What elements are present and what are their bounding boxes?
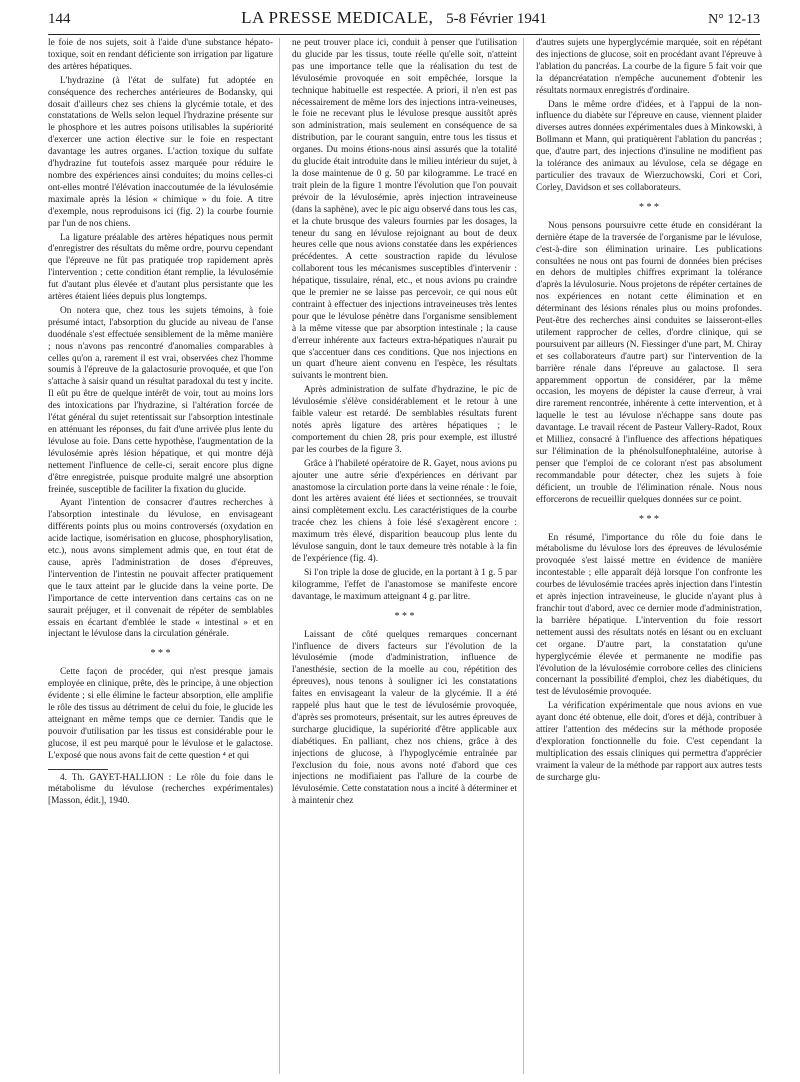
journal-title-line <box>108 8 680 28</box>
paragraph: L'hydrazine (à l'état de sulfate) fut adoptée en conséquence des recherches antérieures de Bodansky, qui dosait d'ailleurs chez ses chiens la glycémie totale, et des constatations de Wells selon lequel l'hydrazine présente sur le phosphore et les autres poisons utilisables la supériorité d'exercer une action élective sur le foie en respectant davantage les autres organes. L'action toxique du sulfate d'hydrazine fut toutefois assez marquée pour réduire le nombre des expériences ainsi conduites; du moins celles-ci ont-elles montré l'élévation inaccoutumée de la lévulosémie maximale après la lésion « chimique » du foie. A titre d'exemple, nous reproduisons ici (fig. 2) la courbe fournie par l'un de nos chiens. <box>48 75 273 229</box>
issue-date: 5-8 Février 1941 <box>446 11 547 27</box>
paragraph: La vérification expérimentale que nous avions en vue ayant donc été obtenue, elle doit, d'ores et déjà, contribuer à attirer l'attention des médecins sur la méthode proposée d'exploration fonctionnelle du foie. C'est cependant la multiplication des essais cliniques qui permettra d'apprécier vraiment la valeur de la méthode par rapport aux autres tests de surcharge glu- <box>536 701 762 783</box>
section-asterism: * * * <box>394 610 415 622</box>
column-right <box>536 38 768 1074</box>
paragraph: Cette façon de procéder, qui n'est presque jamais employée en clinique, prête, dès le principe, à une objection évidente ; si elle élimine le facteur absorption, elle amplifie le rôle des tissus au détriment de celui du foie, le glucide les atteignant en même temps que ce dernier. Tandis que le pouvoir d'utilisation par les tissus est considérable pour le glucose, il est peu marqué pour le lévulose et le galactose. L'exposé que nous avons fait de cette question ⁴ et qui <box>48 667 273 761</box>
paragraph: Nous pensons poursuivre cette étude en considérant la dernière étape de la traversée de l'organisme par le lévulose, c'est-à-dire son élimination urinaire. Les publications consultées ne nous ont pas fourni de données bien précises en dehors de multiples chiffres exprimant la tolérance d'après la lévulosurie. Nous projetons de répéter certaines de nos expériences en notant cette élimination et en déterminant des lésions rénales plus ou moins profondes. Peut-être des recherches ainsi conduites se laisseront-elles utilement rapprocher de celles, d'ordre clinique, qui se poursuivent par ailleurs (N. Fiessinger d'une part, M. Chiray et ses collaborateurs d'autre part) sur l'intervention de la barrière rénale dans l'épreuve au galactose. Il sera apparemment opportun de considérer, par la même occasion, les moyens de dépister la cause d'erreur, à vrai dire rarement rencontrée, inhérente à cette intervention, et à laquelle le test au lévulose n'échappe sans doute pas davantage. Le travail récent de Pasteur Vallery-Radot, Roux et Milliez, consacré à l'influence des affections hépatiques sur l'élimination de la phénolsulfonephtaléine, autorise à penser que l'emploi de ce colorant n'est pas absolument recommandable pour détecter, chez les sujets à foie déficient, un trouble de l'élimination rénale. Nous nous efforcerons de recueillir quelques données sur ce point. <box>536 220 762 505</box>
page-number: 144 <box>48 11 71 27</box>
paragraph: Après administration de sulfate d'hydrazine, le pic de lévulosémie s'élève considérablement et le retour à une faible valeur est retardé. De semblables résultats furent notés après ligature des artères hépatiques ; le comportement du chien 28, pris pour exemple, est illustré par les courbes de la figure 3. <box>292 385 517 455</box>
paragraph: Laissant de côté quelques remarques concernant l'influence de divers facteurs sur l'évolution de la lévulosémie (mode d'administration, influence de l'anesthésie, section de la moelle au cou, répétition des épreuves), nous tenons à souligner ici les constatations faites en envisageant la valeur de la glycémie. Il a été rappelé plus haut que le test de lévulosémie provoquée, d'après ses promoteurs, présentait, sur les autres épreuves de surcharge glucidique, la supériorité d'être applicable aux diabétiques. En palliant, chez nos chiens, grâce à des injections de glucose, à l'hypoglycémie entraînée par l'exclusion du foie, nous avons noté d'abord que ces injections ne modifiaient pas l'allure de la courbe de lévulosémie. Cette constatation nous a incité à déterminer et à maintenir chez <box>292 629 517 807</box>
paragraph: Ayant l'intention de consacrer d'autres recherches à l'absorption intestinale du lévulose, en envisageant différents points plus ou moins controversés (oxydation en acide lactique, isomérisation en glucose, phosphorylisation, etc.), nous avons simplement admis que, en tout état de cause, après l'administration de doses d'épreuves, l'intervention de l'intestin ne pouvait affecter pratiquement que le taux atteint par le glucide dans la veine porte. De l'importance de cette intervention dans certains cas on ne saurait préjuger, et il convenait de répéter de semblables essais en écartant d'emblée le stade « intestinal » et en injectant le lévulose dans la circulation générale. <box>48 498 273 640</box>
journal-name: LA PRESSE MEDICALE, <box>241 8 434 27</box>
footnote-divider <box>48 769 108 770</box>
paragraph: La ligature préalable des artères hépatiques nous permit d'enregistrer des résultats du même ordre, pourvu cependant que l'épreuve ne fût pas pratiquée trop rapidement après l'intervention ; cette condition étant remplie, la lévulosémie fut d'autant plus élevée et d'autant plus persistante que les artères étaient liées depuis plus longtemps. <box>48 232 273 303</box>
paragraph: ne peut trouver place ici, conduit à penser que l'utilisation du glucide par les tissus, toute réelle qu'elle soit, n'atteint pas une importance telle que la réalisation du test de lévulosémie provoquée en soit empêchée, lorsque la technique habituelle est respectée. A priori, il n'en est pas nécessairement de même lors des injections intra-veineuses, le foie ne recevant plus le lévulose presque aussitôt après son administration, mais seulement en conséquence de sa distribution, par le courant sanguin, entre tous les tissus et organes. Du moins étions-nous ainsi assurés que la totalité du glucide était introduite dans le milieu intérieur du sujet, à la dose maintenue de 0 g. 50 par kilogramme. Le tracé en trait plein de la figure 1 montre l'évolution que l'on pouvait prévoir de la lévulosémie, après injection intraveineuse (dans la saphène), avec le pic aigu observé dans tous les cas, et la chute brusque des valeurs fournies par les dosages, la teneur du sang en lévulose rejoignant au bout de deux heures celle que nous avions constatée dans les expériences précédentes. A cette soustraction rapide du lévulose collaborent tous les mécanismes susceptibles d'intervenir : hépatique, tissulaire, rénal, etc., et nous avions pu craindre que le premier ne se laisse pas percevoir, ce qui nous eût contraint à effectuer des injections intraveineuses très lentes pour que le lévulose pénètre dans l'organisme sensiblement à la même vitesse que par absorption intestinale ; la cause d'erreur inhérente aux facteurs extra-hépatiques n'aurait pu que s'accentuer dans ces conditions. Que nos injections en un quart d'heure aient convenu en l'espèce, les résultats suivants le montrent bien. <box>292 38 517 382</box>
article-columns <box>48 38 768 1078</box>
paragraph: Si l'on triple la dose de glucide, en la portant à 1 g. 5 par kilogramme, l'effet de l'anastomose se manifeste encore davantage, le maximum atteignant 4 g. par litre. <box>292 567 517 602</box>
paragraph: On notera que, chez tous les sujets témoins, à foie présumé intact, l'absorption du glucide au niveau de l'anse duodénale s'est effectuée sensiblement de la même manière ; nous n'avons pas rencontré d'anomalies comparables à celles qu'on a, rarement il est vrai, observées chez l'homme soumis à l'épreuve de la galactosurie provoquée, et que l'on s'attache à saisir quand un résultat paradoxal du test y incite. Il eût pu être de quelque intérêt de voir, tout au moins lors des intoxications par l'hydrazine, si l'altération forcée de l'état général du sujet retentissait sur l'absorption intestinale en atténuant les réponses, du fait d'une arrivée plus lente du lévulose au foie. Dans cette hypothèse, l'augmentation de la lévulosémie après lésion hépatique, et qui montre déjà nettement l'influence de celle-ci, serait encore plus digne d'être enregistrée, puisque produite malgré une absorption freinée, susceptible de faciliter la fixation du glucide. <box>48 305 273 495</box>
section-asterism: * * * <box>639 201 659 213</box>
paragraph: Dans le même ordre d'idées, et à l'appui de la non-influence du diabète sur l'épreuve en cause, viennent plaider diverses autres données expérimentales dues à Minkowski, à Bollmann et Mann, qui pratiquèrent l'ablation du pancréas ; que, d'autre part, des injections d'insuline ne modifient pas la tolérance des animaux au lévulose, cela se dégage en particulier des travaux de Wierzuchowski, Cori et Cori, Corley, Davidson et ses collaborateurs. <box>536 99 762 193</box>
footnote: 4. Th. GAYET-HALLION : Le rôle du foie dans le métabolisme du lévulose (recherches expérimentales) [Masson, édit.], 1940. <box>48 772 273 807</box>
column-middle <box>292 38 524 1074</box>
section-asterism: * * * <box>639 513 659 525</box>
paragraph: d'autres sujets une hyperglycémie marquée, soit en répétant des injections de glucose, soit en procédant avant l'épreuve à l'ablation du pancréas. La courbe de la figure 5 fait voir que la dépancréatation n'empêche aucunement d'obtenir les résultats normaux enregistrés d'ordinaire. <box>536 38 762 96</box>
issue-number: N° 12-13 <box>708 12 760 27</box>
section-asterism: * * * <box>150 648 171 660</box>
paragraph: le foie de nos sujets, soit à l'aide d'une substance hépato-toxique, soit en rendant déficiente son irrigation par ligature des artères hépatiques. <box>48 38 273 72</box>
paragraph: Grâce à l'habileté opératoire de R. Gayet, nous avions pu ajouter une autre série d'expériences en dérivant par anastomose la circulation porte dans la veine rénale : le foie, dont les artères avaient été liées et sectionnées, se trouvait ainsi complètement exclu. Les caractéristiques de la courbe tracée chez les chiens à foie lésé s'exagèrent encore : maximum très élevé, disparition beaucoup plus lente du lévulose sanguin, dont le taux demeure très notable à la fin de l'expérience (fig. 4). <box>292 458 517 564</box>
page-header <box>48 8 760 35</box>
paragraph: En résumé, l'importance du rôle du foie dans le métabolisme du lévulose lors des épreuves de lévulosémie provoquée s'est laissé mettre en évidence de manière incontestable ; elle apparaît déjà lorsque l'on confronte les courbes de lévulosémie tracées après injection dans l'intestin et après injection intraveineuse, le glucide n'ayant plus à franchir tout d'abord, avec ce dernier mode d'administration, la barrière hépatique. L'intervention du foie ressort nettement aussi des résultats notés en lésant ou en excluant cet organe. D'autre part, la constatation qu'une hyperglycémie élevée et permanente ne modifie pas l'évolution de la lévulosémie corrobore celles des cliniciens concernant la possibilité d'emploi, chez les diabétiques, du test de lévulosémie provoquée. <box>536 532 762 698</box>
column-left <box>48 38 280 1074</box>
